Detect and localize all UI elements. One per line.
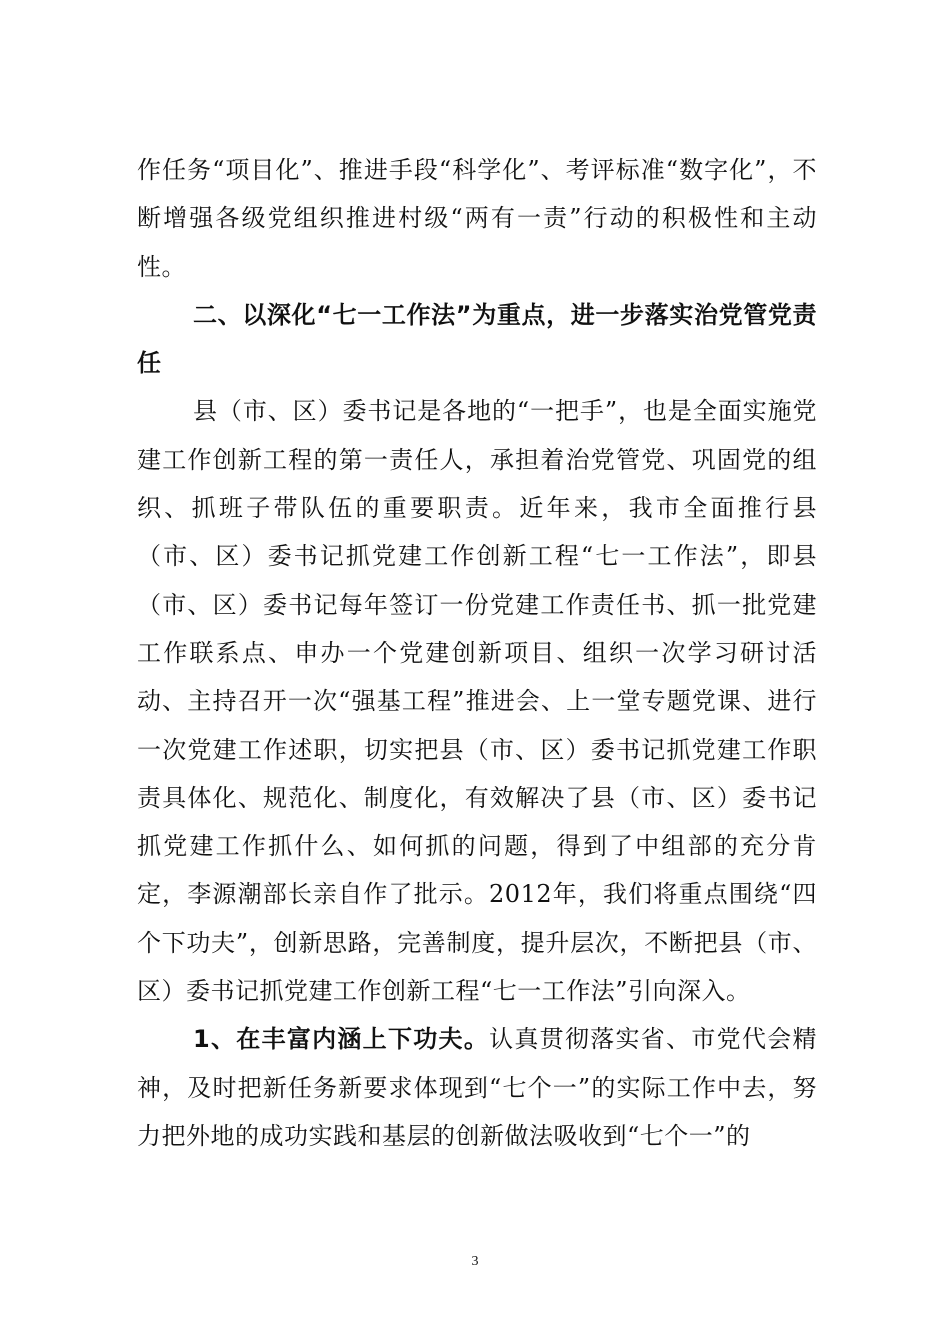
paragraph-continued: 作任务“项目化”、推进手段“科学化”、考评标准“数字化”，不断增强各级党组织推进村级“两有一责”行动的积极性和主动性。	[137, 156, 817, 281]
page-number: 3	[471, 1254, 479, 1269]
subsection-lead: 1、在丰富内涵上下功夫。	[193, 1025, 490, 1054]
paragraph-body: 县（市、区）委书记是各地的“一把手”，也是全面实施党建工作创新工程的第一责任人，承担着治党管党、巩固党的组织、抓班子带队伍的重要职责。近年来，我市全面推行县（市、区）委书记抓党建工作创新工程“七一工作法”，即县（市、区）委书记每年签订一份党建工作责任书、抓一批党建工作联系点、申办一个党建创新项目、组织一次学习研讨活动、主持召开一次“强基工程”推进会、上一堂专题党课、进行一次党建工作述职，切实把县（市、区）委书记抓党建工作职责具体化、规范化、制度化，有效解决了县（市、区）委书记抓党建工作抓什么、如何抓的问题，得到了中组部的充分肯定，李源潮部长亲自作了批示。2012年，我们将重点围绕“四个下功夫”，创新思路，完善制度，提升层次，不断把县（市、区）委书记抓党建工作创新工程“七一工作法”引向深入。	[137, 397, 817, 1006]
document-body	[137, 146, 817, 1160]
subsection-text: 认真贯彻落实省、市党代会精神，及时把新任务新要求体现到“七个一”的实际工作中去，努力把外地的成功实践和基层的创新做法吸收到“七个一”的	[137, 1025, 818, 1150]
section-heading: 二、以深化“七一工作法”为重点，进一步落实治党管党责任	[137, 300, 817, 378]
paragraph-subsection	[137, 1015, 817, 1160]
